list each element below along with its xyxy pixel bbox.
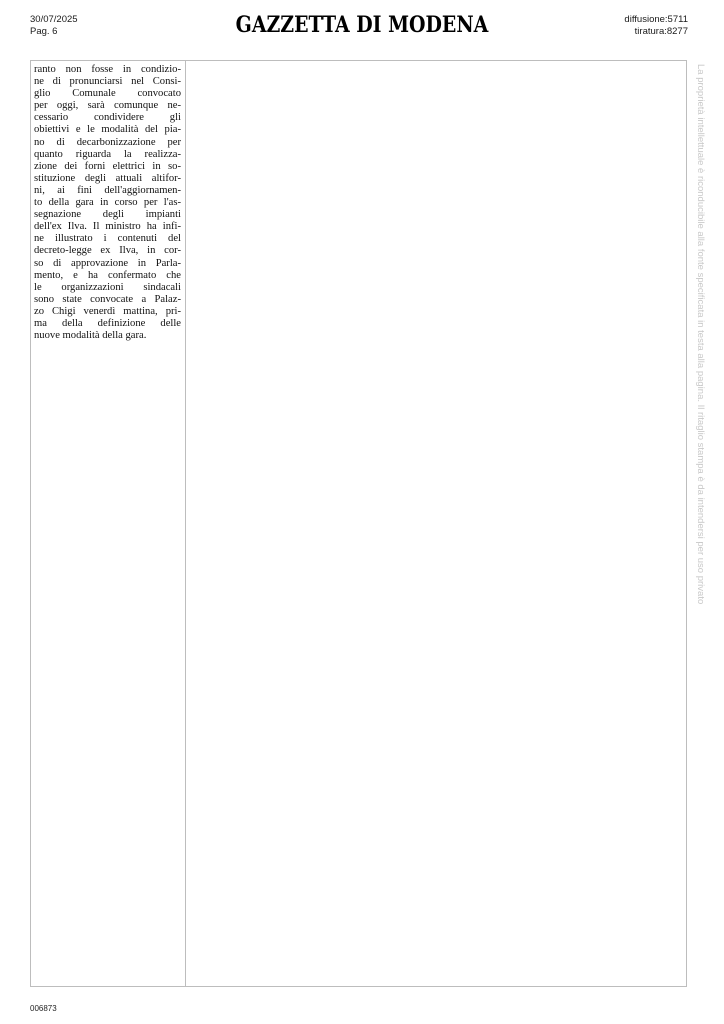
article-line: stituzione degli attuali altifor- xyxy=(34,172,181,184)
article-line: to della gara in corso per l'as- xyxy=(34,197,181,209)
article-line: zo Chigi venerdì mattina, pri- xyxy=(34,305,181,317)
article-line: decreto-legge ex Ilva, in cor- xyxy=(34,245,181,257)
article-line: ne di pronunciarsi nel Consi- xyxy=(34,76,181,88)
newspaper-masthead: GAZZETTA DI MODENA xyxy=(235,12,489,38)
article-line: zione dei forni elettrici in so- xyxy=(34,160,181,172)
article-line: ne illustrato i contenuti del xyxy=(34,233,181,245)
article-line: quanto riguarda la realizza- xyxy=(34,148,181,160)
column-divider xyxy=(185,60,186,987)
article-line: dell'ex Ilva. Il ministro ha infi- xyxy=(34,221,181,233)
article-line: ma della definizione delle xyxy=(34,317,181,329)
article-line: ni, ai fini dell'aggiornamen- xyxy=(34,184,181,196)
header-right xyxy=(624,14,688,38)
article-line: ranto non fosse in condizio- xyxy=(34,64,181,75)
article-line: per oggi, sarà comunque ne- xyxy=(34,100,181,112)
diffusione-label: diffusione:5711 xyxy=(624,14,688,25)
article-line: nuove modalità della gara. xyxy=(34,330,147,342)
article-line: obiettivi e le modalità del pia- xyxy=(34,124,181,136)
article-line: so di approvazione in Parla- xyxy=(34,257,181,269)
article-column xyxy=(34,64,181,342)
date-label: 30/07/2025 xyxy=(30,14,78,25)
article-line: sono state convocate a Palaz- xyxy=(34,293,181,305)
clipping-code: 006873 xyxy=(30,1004,57,1013)
page-label: Pag. 6 xyxy=(30,26,58,37)
article-line: no di decarbonizzazione per xyxy=(34,136,181,148)
article-line: le organizzazioni sindacali xyxy=(34,281,181,293)
article-line: segnazione degli impianti xyxy=(34,209,181,221)
copyright-side-note: La proprietà intellettuale è riconducibile alla fonte specificata in testa alla pagina. Il ritaglio stampa è da intendersi per uso privato xyxy=(695,64,706,605)
article-line: cessario condividere gli xyxy=(34,112,181,124)
article-line: glio Comunale convocato xyxy=(34,88,181,100)
article-line: mento, e ha confermato che xyxy=(34,269,181,281)
tiratura-label: tiratura:8277 xyxy=(634,26,688,37)
